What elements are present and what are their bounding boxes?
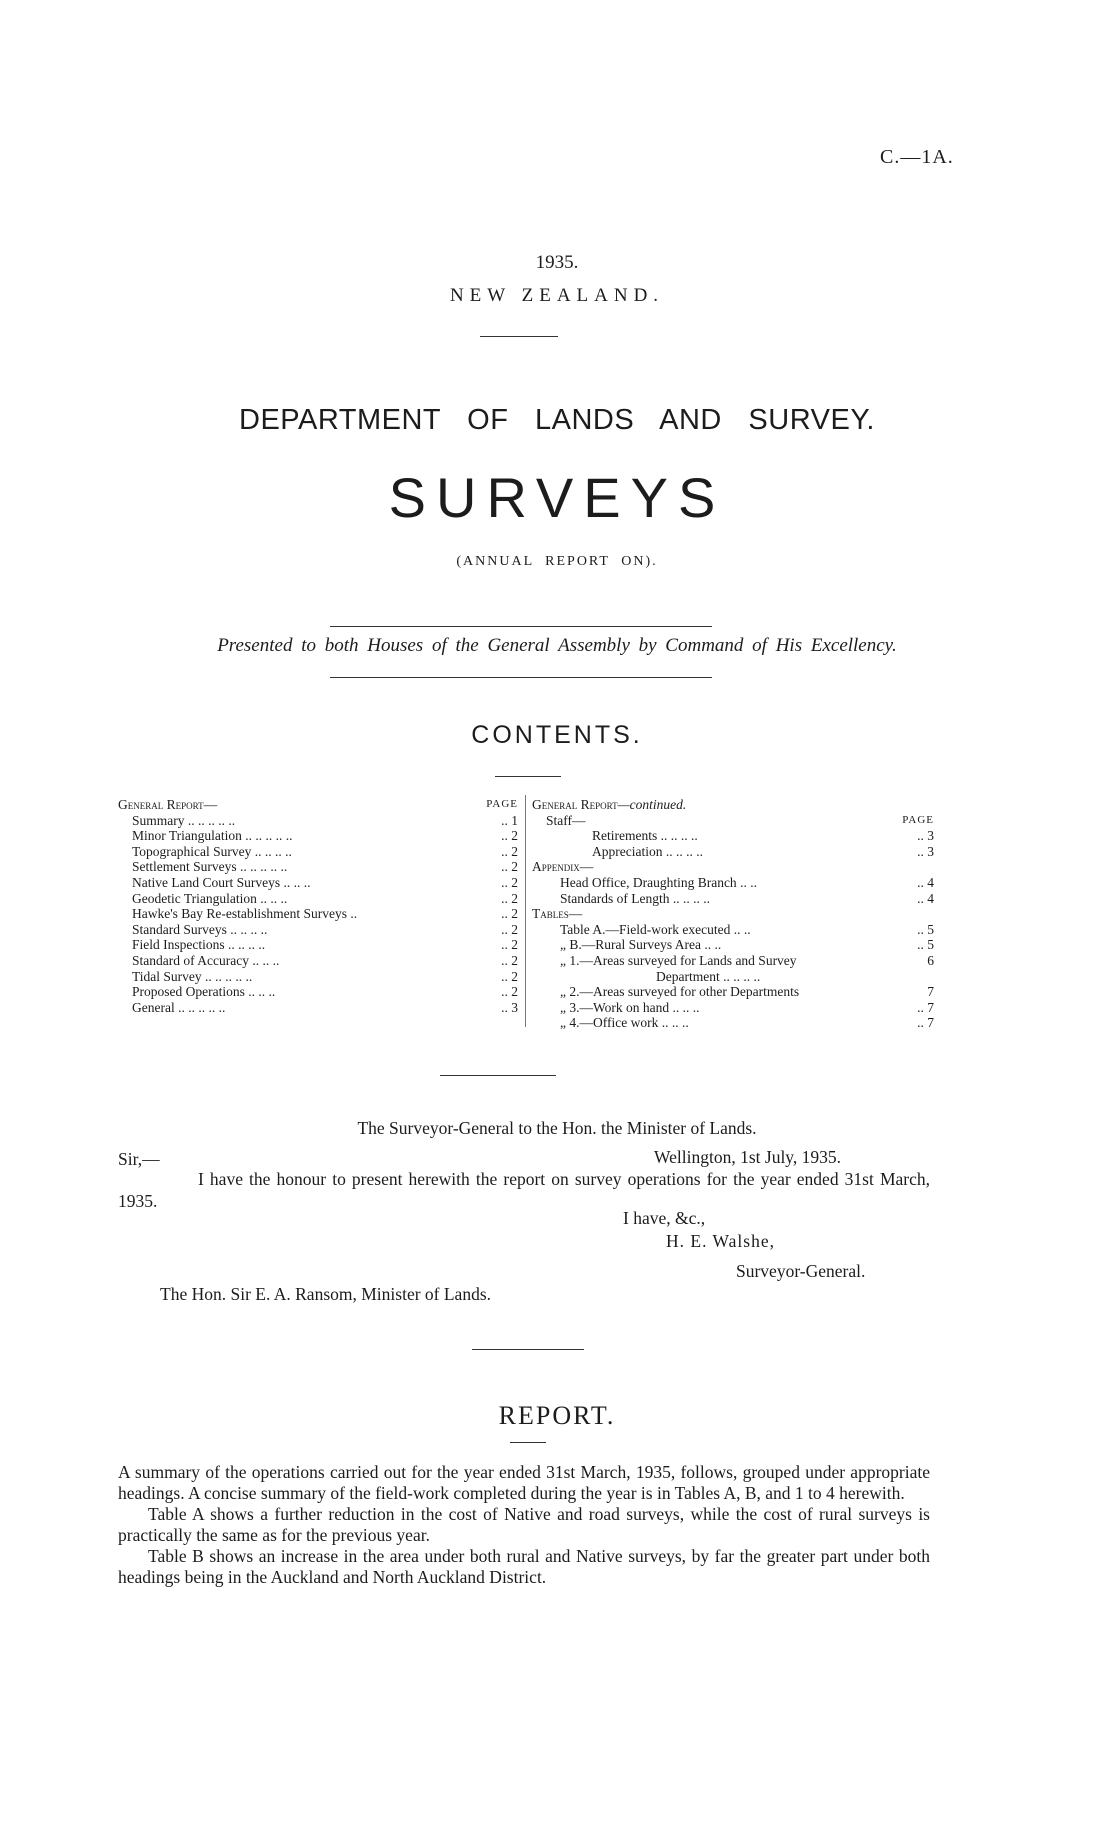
- toc-heading-label: General Report: [532, 797, 618, 812]
- divider-rule: [495, 776, 561, 777]
- toc-leader-dots: .. .. ..: [280, 874, 311, 890]
- toc-leader-dots: .. ..: [730, 921, 751, 937]
- place-date: Wellington, 1st July, 1935.: [654, 1147, 842, 1167]
- report-paragraph: Table A shows a further reduction in the cost of Native and road surveys, while the cost of rural surveys is practically the same as for the previous year.: [118, 1504, 930, 1545]
- toc-item-label: Summary: [132, 812, 185, 828]
- toc-item-label: „ 1.—Areas surveyed for Lands and Survey: [560, 952, 797, 968]
- toc-item-page: .. 2: [501, 921, 518, 937]
- divider-rule: [510, 1442, 546, 1443]
- report-paragraph: Table B shows an increase in the area under both rural and Native surveys, by far the greater part under both headings being in the Auckland and North Auckland District.: [118, 1546, 930, 1587]
- toc-leader-dots: .. .. .. ..: [252, 828, 293, 844]
- toc-item-page: .. 3: [501, 999, 518, 1015]
- contents-title: CONTENTS.: [471, 721, 643, 749]
- toc-item-page: .. 1: [501, 812, 518, 828]
- toc-column-divider: [525, 795, 526, 1027]
- toc-item-label: Table A.—Field-work executed: [560, 921, 731, 937]
- toc-item: [532, 891, 934, 907]
- toc-item: [532, 859, 934, 875]
- toc-item: [118, 969, 518, 985]
- toc-leader-dots: .. .. .. ..: [226, 921, 268, 937]
- toc-item-page: .. 2: [501, 828, 518, 844]
- toc-leader-dots: .. .. .. ..: [662, 843, 703, 859]
- toc-item: [118, 922, 518, 938]
- toc-item-page: .. 2: [501, 843, 518, 859]
- letter-body: I have the honour to present herewith the report on survey operations for the year ended 31st March, 1935.: [118, 1169, 930, 1211]
- toc-item-label: Tables—: [532, 906, 583, 922]
- toc-item: [118, 891, 518, 907]
- toc-item-label: „ 4.—Office work: [560, 1015, 659, 1031]
- toc-leader-dots: .. .. .. ..: [246, 859, 288, 875]
- toc-item-label: Department: [656, 968, 720, 984]
- presentation-line: Presented to both Houses of the General Assembly by Command of His Excellency.: [217, 635, 897, 656]
- toc-leader-dots: .. ..: [700, 937, 722, 953]
- letter-closing: I have, &c.,: [623, 1208, 706, 1228]
- divider-rule: [472, 1349, 584, 1350]
- report-title: REPORT.: [498, 1401, 616, 1430]
- toc-item: [532, 953, 934, 969]
- toc-item: [118, 906, 518, 922]
- report-year: 1935.: [535, 252, 579, 273]
- toc-item-page: .. 2: [501, 874, 518, 890]
- toc-item-label: General: [132, 999, 175, 1015]
- toc-item-label: Geodetic Triangulation: [132, 890, 257, 906]
- divider-rule: [330, 677, 712, 678]
- toc-item-label: Staff—: [546, 812, 586, 828]
- toc-item-label: Topographical Survey: [132, 843, 252, 859]
- toc-item: [532, 1000, 934, 1016]
- toc-item: [532, 906, 934, 922]
- toc-item-label: Minor Triangulation ..: [132, 828, 253, 844]
- subtitle: (ANNUAL REPORT ON).: [456, 554, 658, 569]
- toc-item-page: .. 5: [917, 937, 934, 953]
- department-title: DEPARTMENT OF LANDS AND SURVEY.: [239, 404, 875, 436]
- toc-item-label: Appreciation: [592, 843, 663, 859]
- report-body: [118, 1462, 930, 1588]
- document-reference: C.—1A.: [880, 146, 954, 168]
- toc-item: [532, 922, 934, 938]
- toc-leader-dots: .. .. .. ..: [719, 968, 761, 984]
- toc-right-column: [532, 797, 934, 1031]
- toc-item-label: Tidal Survey: [132, 968, 202, 984]
- toc-item-page: .. 7: [917, 999, 934, 1015]
- toc-item: [118, 1000, 518, 1016]
- toc-item: [532, 828, 934, 844]
- toc-item: [532, 1015, 934, 1031]
- toc-section-heading: [118, 797, 518, 813]
- toc-leader-dots: .. .. ..: [256, 890, 288, 906]
- signature-title: Surveyor-General.: [736, 1261, 866, 1281]
- toc-leader-dots: .. .. .. .. ..: [174, 999, 226, 1015]
- toc-item: [532, 984, 934, 1000]
- toc-leader-dots: .. .. .. ..: [251, 843, 292, 859]
- addressee: The Hon. Sir E. A. Ransom, Minister of Lands.: [160, 1284, 492, 1304]
- toc-item-label: „ 2.—Areas surveyed for other Departments: [560, 984, 800, 1000]
- toc-item-label: Standard of Accuracy: [132, 952, 249, 968]
- toc-item: [118, 875, 518, 891]
- toc-item-page: .. 2: [501, 968, 518, 984]
- toc-item-page: .. 2: [501, 859, 518, 875]
- toc-leader-dots: .. .. .. .. ..: [184, 812, 236, 828]
- toc-item: [532, 969, 934, 985]
- toc-item-page: 6: [927, 952, 934, 968]
- toc-item-page: .. 4: [917, 874, 934, 890]
- toc-item-label: Head Office, Draughting Branch: [560, 874, 737, 890]
- divider-rule: [440, 1075, 556, 1076]
- toc-item: [118, 984, 518, 1000]
- toc-item-page: .. 3: [917, 843, 934, 859]
- toc-item-page: .. 2: [501, 952, 518, 968]
- toc-heading-continued: —continued.: [617, 797, 687, 812]
- toc-item-page: .. 2: [501, 984, 518, 1000]
- toc-item-label: Settlement Surveys ..: [132, 859, 247, 875]
- toc-leader-dots: .. .. ..: [679, 890, 710, 906]
- toc-left-column: [118, 797, 518, 1015]
- toc-item-page: .. 2: [501, 937, 518, 953]
- toc-item-label: Hawke's Bay Re-establishment Surveys: [132, 906, 348, 922]
- toc-item-page: .. 4: [917, 890, 934, 906]
- country-title: NEW ZEALAND.: [449, 285, 665, 306]
- toc-leader-dots: .. ..: [736, 874, 757, 890]
- toc-section-heading: [532, 797, 934, 813]
- toc-leader-dots: .. .. ..: [248, 952, 280, 968]
- toc-leader-dots: ..: [347, 906, 358, 922]
- letter-heading: The Surveyor-General to the Hon. the Minister of Lands.: [357, 1118, 757, 1138]
- toc-item-page: .. 2: [501, 890, 518, 906]
- toc-item-page: .. 5: [917, 921, 934, 937]
- main-title: SURVEYS: [388, 466, 726, 529]
- toc-item-page: .. 3: [917, 828, 934, 844]
- toc-leader-dots: .. .. ..: [669, 999, 700, 1015]
- toc-leader-dots: .. .. ..: [658, 1015, 689, 1031]
- toc-page-header: PAGE: [902, 813, 934, 826]
- toc-item-label: Native Land Court Surveys: [132, 874, 281, 890]
- toc-page-header: PAGE: [486, 798, 518, 810]
- toc-item-page: 7: [927, 984, 934, 1000]
- toc-item: [118, 953, 518, 969]
- toc-item: [118, 844, 518, 860]
- toc-item-label: „ B.—Rural Surveys Area: [560, 937, 701, 953]
- toc-item-label: Field Inspections: [132, 937, 225, 953]
- toc-item: [532, 875, 934, 891]
- toc-item-page: .. 7: [917, 1015, 934, 1031]
- toc-item: [532, 937, 934, 953]
- toc-item-label: Retirements: [592, 828, 658, 844]
- report-paragraph: A summary of the operations carried out for the year ended 31st March, 1935, follows, grouped under appropriate headings. A concise summary of the field-work completed during the year is in Tables A, B, and 1 to 4 herewith.: [118, 1462, 930, 1503]
- toc-item: [118, 859, 518, 875]
- divider-rule: [330, 626, 712, 627]
- toc-item: [118, 828, 518, 844]
- toc-item-label: „ 3.—Work on hand: [560, 999, 670, 1015]
- signature-name: H. E. Walshe,: [666, 1231, 775, 1251]
- toc-item: [532, 844, 934, 860]
- toc-item: [118, 813, 518, 829]
- toc-leader-dots: .. .. .. ..: [224, 937, 266, 953]
- toc-leader-dots: .. .. ..: [244, 984, 276, 1000]
- toc-item-label: Standards of Length ..: [560, 890, 680, 906]
- toc-item-page: .. 2: [501, 906, 518, 922]
- toc-item: [532, 813, 934, 829]
- toc-item-label: Appendix—: [532, 859, 594, 875]
- divider-rule: [480, 336, 558, 337]
- salutation: Sir,—: [118, 1149, 160, 1169]
- toc-item-label: Standard Surveys: [132, 921, 227, 937]
- toc-heading-label: General Report—: [118, 797, 218, 812]
- toc-item-label: Proposed Operations: [132, 984, 245, 1000]
- toc-leader-dots: .. .. .. .. ..: [201, 968, 253, 984]
- toc-leader-dots: .. .. .. ..: [657, 828, 698, 844]
- toc-item: [118, 937, 518, 953]
